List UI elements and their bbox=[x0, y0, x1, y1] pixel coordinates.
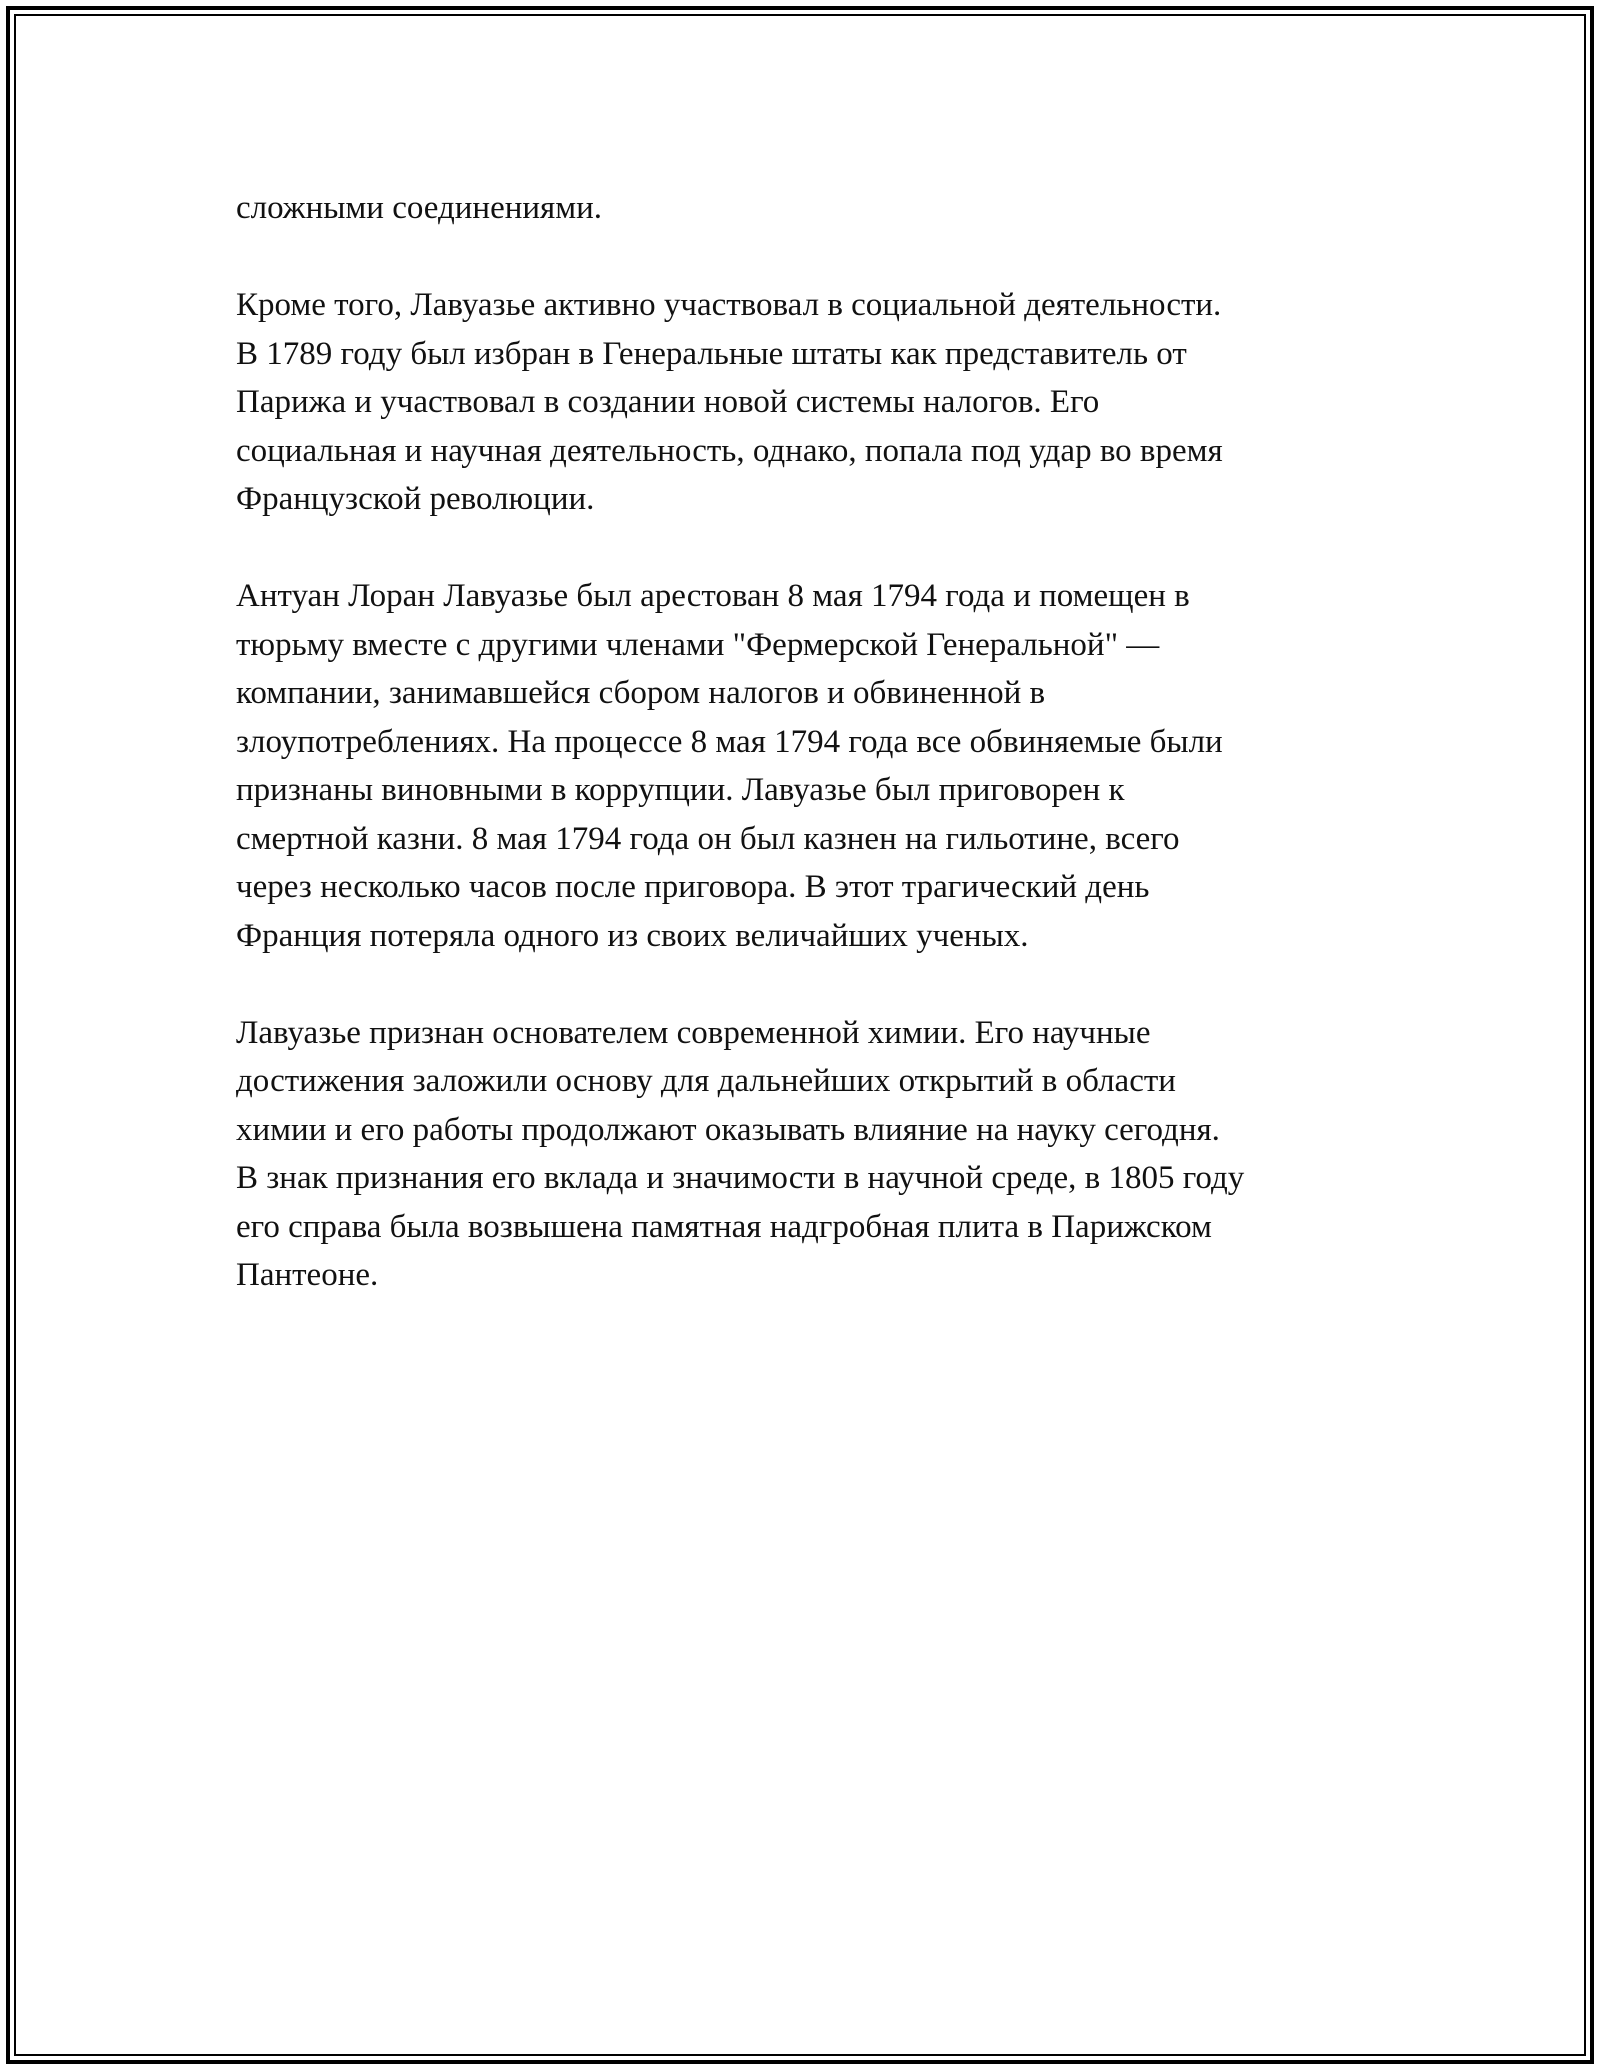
text-line: Лавуазье признан основателем современной химии. Его научные bbox=[236, 1014, 1151, 1051]
text-line: Антуан Лоран Лавуазье был арестован 8 мая 1794 года и помещен в bbox=[236, 578, 1190, 614]
text-line: смертной казни. 8 мая 1794 года он был казнен на гильотине, всего bbox=[236, 820, 1180, 857]
paragraph-4 bbox=[236, 1009, 1386, 1300]
text-line: Франция потеряла одного из своих величайших ученых. bbox=[236, 917, 1029, 954]
text-line: тюрьму вместе с другими членами "Фермерской Генеральной" — bbox=[236, 626, 1160, 663]
paragraph-1 bbox=[236, 184, 1386, 233]
text-line: Французской революции. bbox=[236, 481, 595, 517]
text-line: злоупотреблениях. На процессе 8 мая 1794 года все обвиняемые были bbox=[236, 723, 1223, 760]
text-line: компании, занимавшейся сбором налогов и обвиненной в bbox=[236, 675, 1046, 711]
text-line: достижения заложили основу для дальнейших открытий в области bbox=[236, 1063, 1176, 1099]
text-line: химии и его работы продолжают оказывать влияние на науку сегодня. bbox=[236, 1111, 1220, 1148]
text-line: социальная и научная деятельность, однако, попала под удар во время bbox=[236, 432, 1223, 469]
paragraph-3 bbox=[236, 572, 1386, 960]
text-line: Кроме того, Лавуазье активно участвовал в социальной деятельности. bbox=[236, 287, 1222, 323]
text-line: сложными соединениями. bbox=[236, 190, 603, 226]
paragraph-2 bbox=[236, 281, 1386, 524]
text-line: через несколько часов после приговора. В этот трагический день bbox=[236, 869, 1150, 905]
document-body bbox=[236, 184, 1386, 1348]
text-line: Парижа и участвовал в создании новой системы налогов. Его bbox=[236, 384, 1100, 420]
text-line: Пантеоне. bbox=[236, 1257, 379, 1293]
text-line: его справа была возвышена памятная надгробная плита в Парижском bbox=[236, 1208, 1212, 1245]
text-line: В 1789 году был избран в Генеральные штаты как представитель от bbox=[236, 335, 1187, 372]
text-line: В знак признания его вклада и значимости в научной среде, в 1805 году bbox=[236, 1160, 1245, 1196]
text-line: признаны виновными в коррупции. Лавуазье был приговорен к bbox=[236, 772, 1125, 808]
